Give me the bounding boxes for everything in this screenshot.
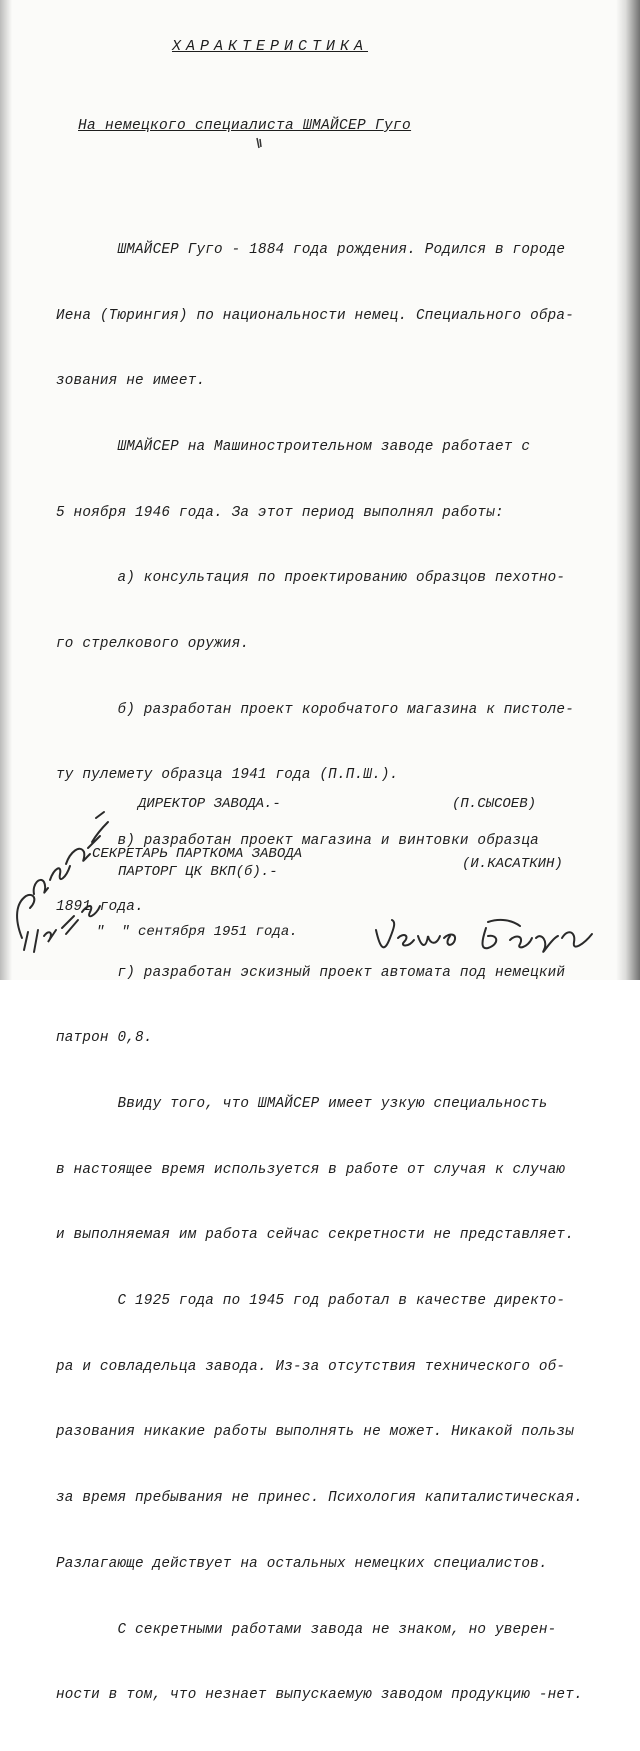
body-line: 1891 года. — [56, 898, 144, 915]
body-line: Иена (Тюрингия) по национальности немец. Специального обра- — [56, 307, 574, 324]
body-line: ШМАЙСЕР на Машиностроительном заводе работает с — [56, 438, 531, 455]
body-line: ШМАЙСЕР Гуго - 1884 года рождения. Родился в городе — [56, 241, 566, 258]
handwritten-signature — [370, 908, 620, 968]
body-line: ра и совладельца завода. Из-за отсутствия технического об- — [56, 1358, 566, 1375]
body-line: разования никакие работы выполнять не может. Никакой пользы — [56, 1424, 574, 1441]
secretary-role-line2: ПАРТОРГ ЦК ВКП(б).- — [118, 864, 278, 880]
body-line: 5 ноября 1946 года. За этот период выполнял работы: — [56, 504, 504, 521]
director-name: (П.СЫСОЕВ) — [452, 796, 537, 812]
body-line: и выполняемая им работа сейчас секретности не представляет. — [56, 1227, 574, 1244]
document-subject: На немецкого специалиста ШМАЙСЕР Гуго — [78, 118, 412, 134]
body-line: Разлагающе действует на остальных немецких специалистов. — [56, 1555, 548, 1572]
body-line: Ввиду того, что ШМАЙСЕР имеет узкую специальность — [56, 1095, 548, 1112]
body-line: зования не имеет. — [56, 373, 206, 390]
body-line: за время пребывания не принес. Психология капиталистическая. — [56, 1490, 583, 1507]
body-line: в настоящее время используется в работе от случая к случаю — [56, 1161, 566, 1178]
body-line: ности в том, что незнает выпускаемую заводом продукцию -нет. — [56, 1687, 583, 1704]
scan-right-shadow — [616, 0, 640, 980]
date-line: " " сентября 1951 года. — [96, 924, 298, 940]
secretary-name: (И.КАСАТКИН) — [462, 856, 563, 872]
document-title: ХАРАКТЕРИСТИКА — [171, 38, 369, 55]
body-line: в) разработан проект магазина и винтовки образца — [56, 833, 539, 850]
director-role: ДИРЕКТОР ЗАВОДА.- — [138, 796, 281, 812]
secretary-role-line1: СЕКРЕТАРЬ ПАРТКОМА ЗАВОДА — [92, 846, 303, 862]
ink-mark — [254, 136, 264, 150]
handwritten-margin-note — [4, 808, 114, 958]
body-line: С секретными работами завода не знаком, но уверен- — [56, 1621, 557, 1638]
body-line: ту пулемету образца 1941 года (П.П.Ш.). — [56, 767, 399, 784]
document-body — [56, 196, 616, 1751]
body-line: а) консультация по проектированию образцов пехотно- — [56, 570, 566, 587]
body-line: б) разработан проект коробчатого магазина к пистоле- — [56, 701, 574, 718]
body-line: г) разработан эскизный проект автомата под немецкий — [56, 964, 566, 981]
body-line: патрон 0,8. — [56, 1030, 153, 1047]
body-line: С 1925 года по 1945 год работал в качестве директо- — [56, 1293, 566, 1310]
body-line: го стрелкового оружия. — [56, 636, 250, 653]
